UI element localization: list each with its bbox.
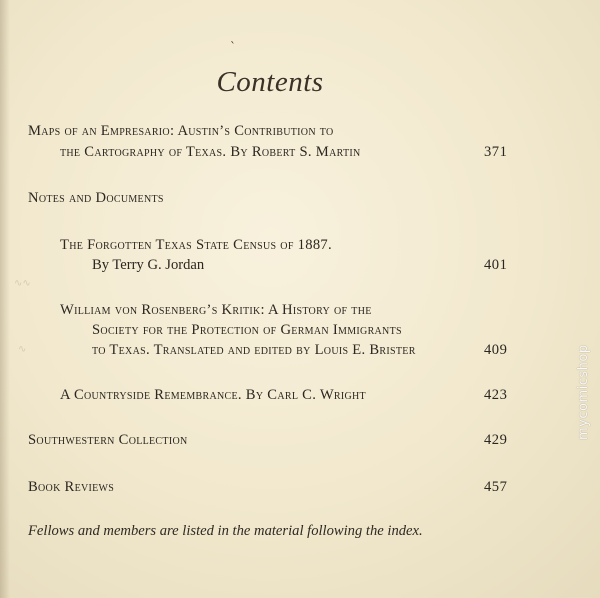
toc-section-heading: Notes and Documents bbox=[28, 190, 164, 206]
toc-entry-line: Maps of an Empresario: Austin’s Contribution to bbox=[28, 123, 334, 139]
bleed-through-mark: ∿ bbox=[18, 344, 27, 355]
toc-entry-line: By Terry G. Jordan bbox=[92, 257, 205, 273]
toc-section-heading: Southwestern Collection bbox=[28, 432, 188, 448]
toc-entry-line: William von Rosenberg’s Kritik: A History of the bbox=[60, 302, 372, 318]
toc-entry-line: A Countryside Remembrance. By Carl C. Wright bbox=[60, 387, 366, 403]
toc-entry-line: The Forgotten Texas State Census of 1887. bbox=[60, 237, 332, 253]
toc-section-heading: Book Reviews bbox=[28, 479, 115, 495]
ink-mark: ` bbox=[230, 40, 236, 54]
toc-page-number: 371 bbox=[484, 144, 508, 160]
index-note: Fellows and members are listed in the material following the index. bbox=[28, 523, 423, 539]
page-title: Contents bbox=[216, 66, 324, 98]
bleed-through-mark: ∿∿ bbox=[14, 278, 31, 289]
toc-page-number: 423 bbox=[484, 387, 508, 403]
toc-entry-line: Society for the Protection of German Immigrants bbox=[92, 322, 402, 338]
toc-page-number: 457 bbox=[484, 479, 508, 495]
toc-page-number: 409 bbox=[484, 342, 508, 358]
toc-page-number: 401 bbox=[484, 257, 508, 273]
watermark: mycomicshop bbox=[576, 344, 591, 440]
toc-entry-line: the Cartography of Texas. By Robert S. Martin bbox=[60, 144, 361, 160]
toc-entry-line: to Texas. Translated and edited by Louis E. Brister bbox=[92, 342, 416, 358]
toc-page-number: 429 bbox=[484, 432, 508, 448]
